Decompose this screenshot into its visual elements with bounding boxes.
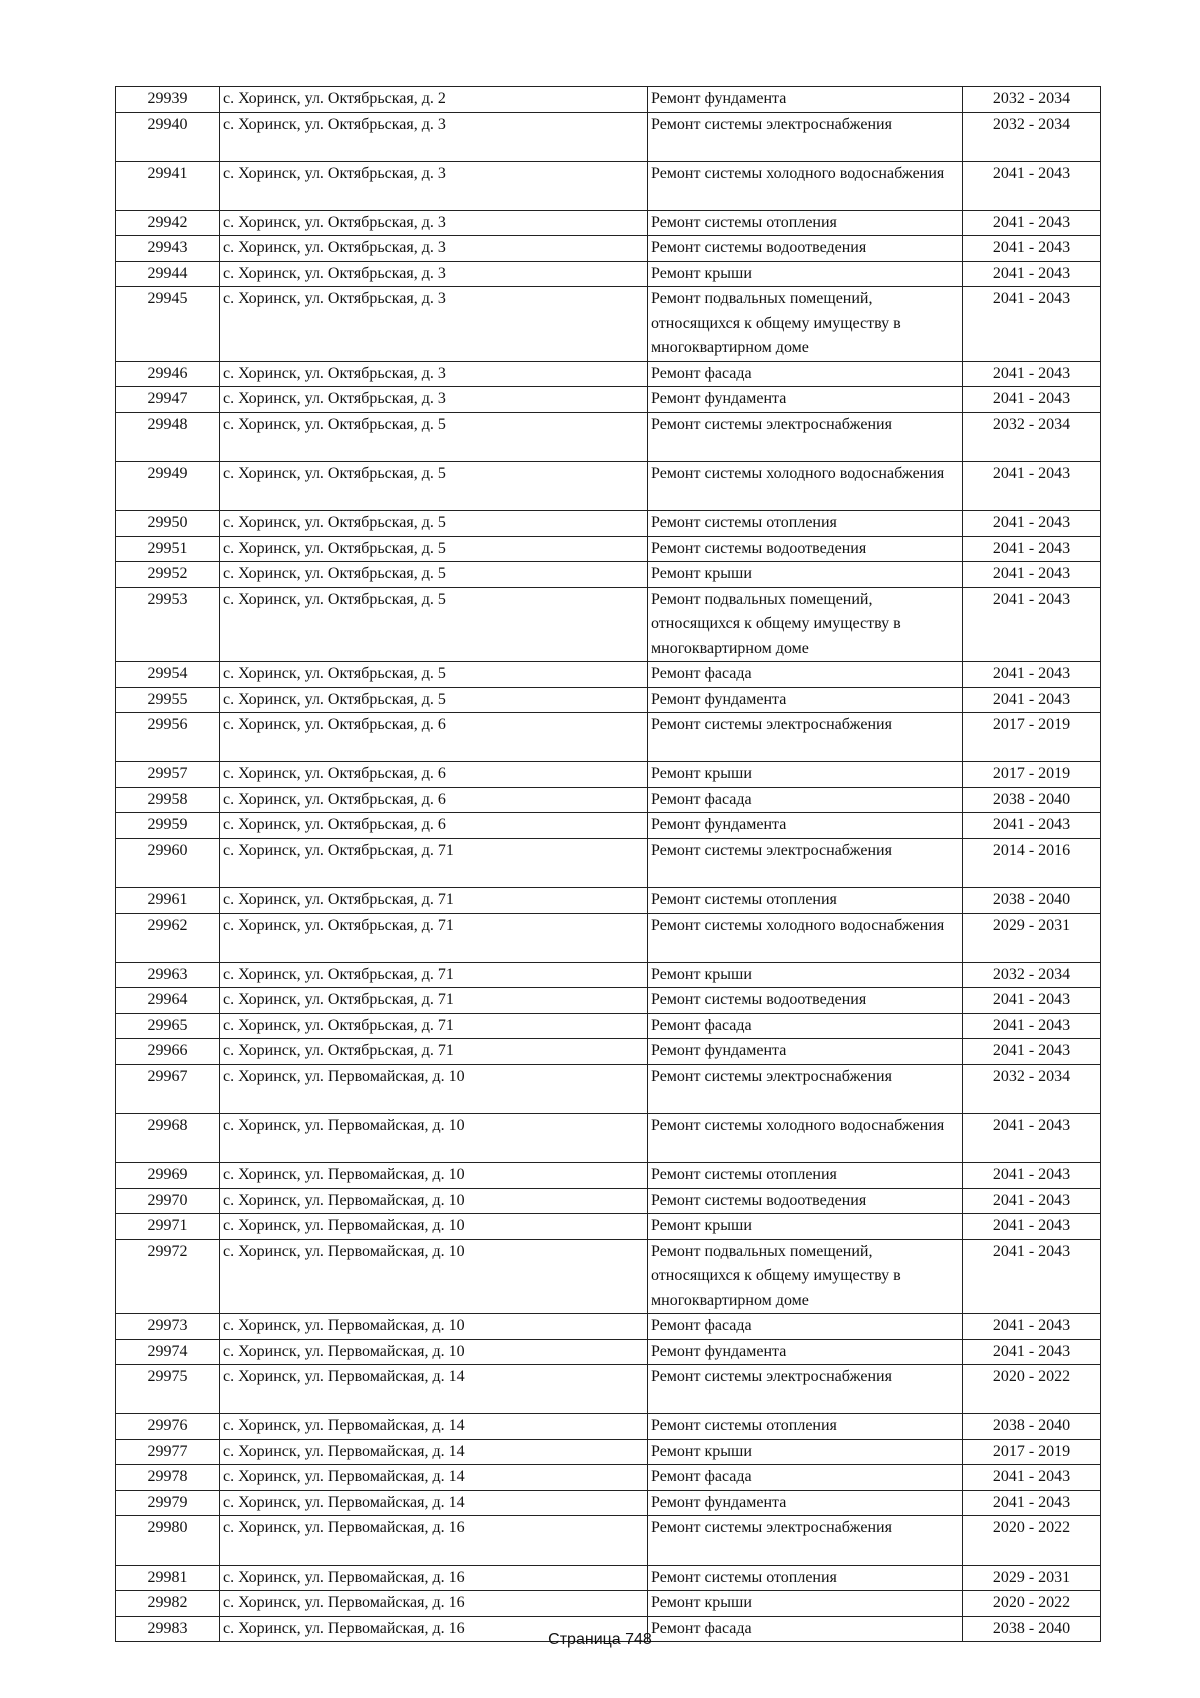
cell-work: Ремонт системы электроснабжения <box>648 1365 963 1414</box>
table-row <box>116 1591 1101 1617</box>
cell-address: с. Хоринск, ул. Октябрьская, д. 3 <box>220 387 648 413</box>
cell-id: 29968 <box>116 1114 220 1163</box>
cell-id: 29974 <box>116 1339 220 1365</box>
table-row <box>116 161 1101 210</box>
cell-period: 2038 - 2040 <box>963 1616 1101 1642</box>
cell-period: 2038 - 2040 <box>963 787 1101 813</box>
table-row <box>116 210 1101 236</box>
cell-address: с. Хоринск, ул. Октябрьская, д. 71 <box>220 913 648 962</box>
cell-work: Ремонт системы водоотведения <box>648 236 963 262</box>
table-row <box>116 1565 1101 1591</box>
cell-id: 29942 <box>116 210 220 236</box>
cell-id: 29979 <box>116 1490 220 1516</box>
cell-work: Ремонт фундамента <box>648 87 963 113</box>
cell-work: Ремонт подвальных помещений, относящихся к общему имуществу в многоквартирном доме <box>648 1239 963 1314</box>
cell-address: с. Хоринск, ул. Первомайская, д. 10 <box>220 1064 648 1113</box>
cell-work: Ремонт системы отопления <box>648 511 963 537</box>
cell-period: 2041 - 2043 <box>963 511 1101 537</box>
cell-period: 2041 - 2043 <box>963 236 1101 262</box>
cell-address: с. Хоринск, ул. Октябрьская, д. 5 <box>220 662 648 688</box>
cell-address: с. Хоринск, ул. Октябрьская, д. 2 <box>220 87 648 113</box>
cell-period: 2041 - 2043 <box>963 1114 1101 1163</box>
cell-id: 29966 <box>116 1039 220 1065</box>
cell-address: с. Хоринск, ул. Октябрьская, д. 5 <box>220 687 648 713</box>
cell-id: 29983 <box>116 1616 220 1642</box>
cell-address: с. Хоринск, ул. Первомайская, д. 14 <box>220 1414 648 1440</box>
cell-address: с. Хоринск, ул. Первомайская, д. 14 <box>220 1465 648 1491</box>
cell-work: Ремонт системы отопления <box>648 1414 963 1440</box>
cell-work: Ремонт фасада <box>648 1013 963 1039</box>
cell-id: 29953 <box>116 587 220 662</box>
table-row <box>116 511 1101 537</box>
table-row <box>116 813 1101 839</box>
cell-work: Ремонт крыши <box>648 962 963 988</box>
cell-id: 29941 <box>116 161 220 210</box>
cell-id: 29944 <box>116 261 220 287</box>
cell-id: 29957 <box>116 762 220 788</box>
cell-id: 29946 <box>116 361 220 387</box>
cell-address: с. Хоринск, ул. Первомайская, д. 14 <box>220 1365 648 1414</box>
cell-address: с. Хоринск, ул. Октябрьская, д. 71 <box>220 988 648 1014</box>
cell-work: Ремонт крыши <box>648 261 963 287</box>
cell-address: с. Хоринск, ул. Октябрьская, д. 3 <box>220 287 648 362</box>
cell-work: Ремонт крыши <box>648 1591 963 1617</box>
cell-address: с. Хоринск, ул. Первомайская, д. 10 <box>220 1339 648 1365</box>
cell-address: с. Хоринск, ул. Первомайская, д. 10 <box>220 1214 648 1240</box>
cell-period: 2032 - 2034 <box>963 962 1101 988</box>
cell-work: Ремонт фасада <box>648 662 963 688</box>
table-row <box>116 1465 1101 1491</box>
table-row <box>116 838 1101 887</box>
cell-period: 2041 - 2043 <box>963 261 1101 287</box>
cell-period: 2041 - 2043 <box>963 988 1101 1014</box>
cell-period: 2041 - 2043 <box>963 161 1101 210</box>
cell-period: 2032 - 2034 <box>963 112 1101 161</box>
cell-period: 2041 - 2043 <box>963 1339 1101 1365</box>
table-row <box>116 1339 1101 1365</box>
cell-work: Ремонт фасада <box>648 1465 963 1491</box>
cell-period: 2041 - 2043 <box>963 1314 1101 1340</box>
cell-work: Ремонт системы холодного водоснабжения <box>648 462 963 511</box>
table-row <box>116 112 1101 161</box>
cell-address: с. Хоринск, ул. Октябрьская, д. 5 <box>220 562 648 588</box>
cell-work: Ремонт системы электроснабжения <box>648 112 963 161</box>
cell-work: Ремонт крыши <box>648 762 963 788</box>
cell-id: 29961 <box>116 888 220 914</box>
table-row <box>116 287 1101 362</box>
cell-period: 2041 - 2043 <box>963 1039 1101 1065</box>
table-row <box>116 462 1101 511</box>
table-row <box>116 562 1101 588</box>
cell-id: 29980 <box>116 1516 220 1565</box>
cell-period: 2032 - 2034 <box>963 412 1101 461</box>
table-row <box>116 387 1101 413</box>
cell-id: 29967 <box>116 1064 220 1113</box>
cell-address: с. Хоринск, ул. Первомайская, д. 16 <box>220 1616 648 1642</box>
cell-period: 2020 - 2022 <box>963 1365 1101 1414</box>
cell-work: Ремонт фундамента <box>648 1490 963 1516</box>
cell-address: с. Хоринск, ул. Первомайская, д. 16 <box>220 1516 648 1565</box>
cell-id: 29982 <box>116 1591 220 1617</box>
cell-work: Ремонт крыши <box>648 1439 963 1465</box>
cell-work: Ремонт крыши <box>648 1214 963 1240</box>
cell-id: 29972 <box>116 1239 220 1314</box>
table-row <box>116 587 1101 662</box>
cell-address: с. Хоринск, ул. Октябрьская, д. 5 <box>220 462 648 511</box>
cell-work: Ремонт фундамента <box>648 687 963 713</box>
cell-id: 29976 <box>116 1414 220 1440</box>
table-row <box>116 236 1101 262</box>
cell-address: с. Хоринск, ул. Октябрьская, д. 3 <box>220 161 648 210</box>
cell-id: 29940 <box>116 112 220 161</box>
table-row <box>116 1314 1101 1340</box>
cell-work: Ремонт подвальных помещений, относящихся к общему имуществу в многоквартирном доме <box>648 587 963 662</box>
cell-period: 2038 - 2040 <box>963 888 1101 914</box>
cell-address: с. Хоринск, ул. Октябрьская, д. 3 <box>220 361 648 387</box>
cell-work: Ремонт фундамента <box>648 1039 963 1065</box>
table-row <box>116 1039 1101 1065</box>
cell-address: с. Хоринск, ул. Октябрьская, д. 3 <box>220 236 648 262</box>
table-row <box>116 261 1101 287</box>
cell-id: 29964 <box>116 988 220 1014</box>
cell-work: Ремонт системы холодного водоснабжения <box>648 1114 963 1163</box>
cell-period: 2041 - 2043 <box>963 587 1101 662</box>
table-row <box>116 962 1101 988</box>
table-row <box>116 1163 1101 1189</box>
cell-period: 2041 - 2043 <box>963 562 1101 588</box>
cell-period: 2017 - 2019 <box>963 1439 1101 1465</box>
cell-period: 2029 - 2031 <box>963 1565 1101 1591</box>
cell-work: Ремонт фундамента <box>648 387 963 413</box>
cell-address: с. Хоринск, ул. Первомайская, д. 10 <box>220 1239 648 1314</box>
cell-period: 2041 - 2043 <box>963 1465 1101 1491</box>
cell-id: 29981 <box>116 1565 220 1591</box>
cell-work: Ремонт крыши <box>648 562 963 588</box>
cell-period: 2041 - 2043 <box>963 1490 1101 1516</box>
cell-id: 29954 <box>116 662 220 688</box>
table-row <box>116 1239 1101 1314</box>
cell-address: с. Хоринск, ул. Октябрьская, д. 6 <box>220 787 648 813</box>
cell-id: 29956 <box>116 713 220 762</box>
repair-schedule-table <box>115 86 1101 1642</box>
cell-work: Ремонт фундамента <box>648 813 963 839</box>
cell-address: с. Хоринск, ул. Октябрьская, д. 6 <box>220 813 648 839</box>
cell-period: 2041 - 2043 <box>963 687 1101 713</box>
table-row <box>116 662 1101 688</box>
cell-work: Ремонт фасада <box>648 1616 963 1642</box>
cell-work: Ремонт системы электроснабжения <box>648 713 963 762</box>
cell-address: с. Хоринск, ул. Первомайская, д. 10 <box>220 1188 648 1214</box>
cell-id: 29945 <box>116 287 220 362</box>
cell-id: 29960 <box>116 838 220 887</box>
cell-work: Ремонт системы водоотведения <box>648 1188 963 1214</box>
table-row <box>116 87 1101 113</box>
cell-id: 29947 <box>116 387 220 413</box>
cell-work: Ремонт фасада <box>648 787 963 813</box>
cell-period: 2041 - 2043 <box>963 1013 1101 1039</box>
cell-id: 29950 <box>116 511 220 537</box>
cell-period: 2041 - 2043 <box>963 1188 1101 1214</box>
cell-period: 2041 - 2043 <box>963 287 1101 362</box>
cell-work: Ремонт системы электроснабжения <box>648 1064 963 1113</box>
cell-address: с. Хоринск, ул. Первомайская, д. 14 <box>220 1439 648 1465</box>
table-row <box>116 1439 1101 1465</box>
table-row <box>116 361 1101 387</box>
table-row <box>116 913 1101 962</box>
cell-id: 29977 <box>116 1439 220 1465</box>
cell-work: Ремонт системы отопления <box>648 888 963 914</box>
cell-period: 2032 - 2034 <box>963 87 1101 113</box>
cell-work: Ремонт системы отопления <box>648 1163 963 1189</box>
cell-id: 29965 <box>116 1013 220 1039</box>
cell-address: с. Хоринск, ул. Октябрьская, д. 71 <box>220 888 648 914</box>
table-body <box>116 87 1101 1642</box>
cell-work: Ремонт системы холодного водоснабжения <box>648 913 963 962</box>
table-row <box>116 988 1101 1014</box>
cell-work: Ремонт фасада <box>648 1314 963 1340</box>
table-row <box>116 1013 1101 1039</box>
page-number: Страница 748 <box>548 1631 652 1648</box>
cell-id: 29943 <box>116 236 220 262</box>
cell-id: 29959 <box>116 813 220 839</box>
cell-period: 2020 - 2022 <box>963 1516 1101 1565</box>
cell-period: 2014 - 2016 <box>963 838 1101 887</box>
cell-period: 2032 - 2034 <box>963 1064 1101 1113</box>
cell-work: Ремонт фундамента <box>648 1339 963 1365</box>
cell-id: 29962 <box>116 913 220 962</box>
cell-work: Ремонт системы отопления <box>648 1565 963 1591</box>
table-row <box>116 1064 1101 1113</box>
cell-id: 29955 <box>116 687 220 713</box>
cell-period: 2041 - 2043 <box>963 662 1101 688</box>
cell-work: Ремонт системы электроснабжения <box>648 1516 963 1565</box>
table-row <box>116 1516 1101 1565</box>
cell-period: 2041 - 2043 <box>963 210 1101 236</box>
table-row <box>116 412 1101 461</box>
cell-address: с. Хоринск, ул. Октябрьская, д. 3 <box>220 261 648 287</box>
cell-address: с. Хоринск, ул. Октябрьская, д. 5 <box>220 511 648 537</box>
cell-work: Ремонт системы водоотведения <box>648 536 963 562</box>
cell-address: с. Хоринск, ул. Октябрьская, д. 71 <box>220 1013 648 1039</box>
cell-period: 2041 - 2043 <box>963 813 1101 839</box>
cell-id: 29949 <box>116 462 220 511</box>
cell-period: 2041 - 2043 <box>963 1239 1101 1314</box>
cell-address: с. Хоринск, ул. Октябрьская, д. 5 <box>220 412 648 461</box>
cell-address: с. Хоринск, ул. Первомайская, д. 14 <box>220 1490 648 1516</box>
cell-work: Ремонт подвальных помещений, относящихся к общему имуществу в многоквартирном доме <box>648 287 963 362</box>
table-row <box>116 888 1101 914</box>
cell-address: с. Хоринск, ул. Октябрьская, д. 71 <box>220 1039 648 1065</box>
cell-work: Ремонт системы водоотведения <box>648 988 963 1014</box>
cell-work: Ремонт системы отопления <box>648 210 963 236</box>
cell-address: с. Хоринск, ул. Первомайская, д. 16 <box>220 1591 648 1617</box>
cell-id: 29948 <box>116 412 220 461</box>
table-row <box>116 1365 1101 1414</box>
cell-period: 2029 - 2031 <box>963 913 1101 962</box>
cell-period: 2041 - 2043 <box>963 536 1101 562</box>
cell-period: 2041 - 2043 <box>963 462 1101 511</box>
cell-period: 2038 - 2040 <box>963 1414 1101 1440</box>
cell-address: с. Хоринск, ул. Октябрьская, д. 5 <box>220 587 648 662</box>
cell-period: 2041 - 2043 <box>963 1163 1101 1189</box>
cell-id: 29963 <box>116 962 220 988</box>
cell-id: 29978 <box>116 1465 220 1491</box>
cell-id: 29951 <box>116 536 220 562</box>
cell-period: 2017 - 2019 <box>963 762 1101 788</box>
cell-address: с. Хоринск, ул. Октябрьская, д. 71 <box>220 838 648 887</box>
cell-work: Ремонт фасада <box>648 361 963 387</box>
cell-address: с. Хоринск, ул. Первомайская, д. 10 <box>220 1114 648 1163</box>
cell-period: 2041 - 2043 <box>963 1214 1101 1240</box>
cell-id: 29975 <box>116 1365 220 1414</box>
cell-work: Ремонт системы электроснабжения <box>648 838 963 887</box>
cell-address: с. Хоринск, ул. Октябрьская, д. 6 <box>220 762 648 788</box>
cell-address: с. Хоринск, ул. Октябрьская, д. 71 <box>220 962 648 988</box>
table-row <box>116 1188 1101 1214</box>
table-row <box>116 762 1101 788</box>
table-row <box>116 687 1101 713</box>
table-row <box>116 1414 1101 1440</box>
cell-address: с. Хоринск, ул. Октябрьская, д. 3 <box>220 112 648 161</box>
cell-address: с. Хоринск, ул. Октябрьская, д. 3 <box>220 210 648 236</box>
cell-work: Ремонт системы электроснабжения <box>648 412 963 461</box>
cell-id: 29969 <box>116 1163 220 1189</box>
cell-period: 2041 - 2043 <box>963 387 1101 413</box>
cell-id: 29939 <box>116 87 220 113</box>
cell-address: с. Хоринск, ул. Первомайская, д. 10 <box>220 1314 648 1340</box>
cell-address: с. Хоринск, ул. Октябрьская, д. 5 <box>220 536 648 562</box>
cell-address: с. Хоринск, ул. Октябрьская, д. 6 <box>220 713 648 762</box>
table-row <box>116 1214 1101 1240</box>
cell-id: 29973 <box>116 1314 220 1340</box>
table-row <box>116 1114 1101 1163</box>
cell-id: 29971 <box>116 1214 220 1240</box>
cell-period: 2017 - 2019 <box>963 713 1101 762</box>
cell-id: 29970 <box>116 1188 220 1214</box>
table-row <box>116 536 1101 562</box>
table-row <box>116 787 1101 813</box>
cell-id: 29952 <box>116 562 220 588</box>
cell-id: 29958 <box>116 787 220 813</box>
table-row <box>116 713 1101 762</box>
cell-period: 2020 - 2022 <box>963 1591 1101 1617</box>
cell-address: с. Хоринск, ул. Первомайская, д. 10 <box>220 1163 648 1189</box>
cell-work: Ремонт системы холодного водоснабжения <box>648 161 963 210</box>
table-row <box>116 1490 1101 1516</box>
cell-period: 2041 - 2043 <box>963 361 1101 387</box>
cell-address: с. Хоринск, ул. Первомайская, д. 16 <box>220 1565 648 1591</box>
